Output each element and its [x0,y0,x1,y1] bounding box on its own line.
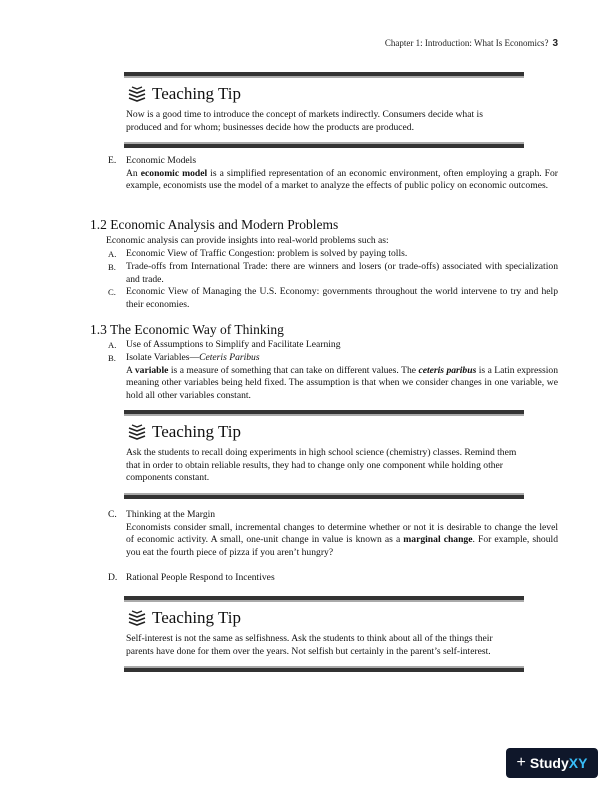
term-economic-model: economic model [140,167,208,179]
term-ceteris-paribus: ceteris paribus [418,364,477,376]
item-thinking-at-margin: C. Thinking at the Margin Economists consider small, incremental changes to determine whether or not it is desirable to change the level of economic activity. A small, one-unit change in value is known as a marginal change. For example, should you eat the fourth piece of pizza if you aren’t hungry? [108,509,558,558]
section-intro: Economic analysis can provide insights into real-world problems such as: [106,235,389,246]
running-title: Chapter 1: Introduction: What Is Economics? [384,38,549,48]
running-header [385,38,558,49]
tip-top-rule [124,596,524,602]
tip-bottom-rule [124,493,524,499]
page-number: 3 [552,38,558,49]
item-paragraph: Economists consider small, incremental changes to determine whether or not it is desirable to change the level of economic activity. A small, one-unit change in value is known as a marginal change. For example, should you eat the fourth piece of pizza if you aren’t hungry? [126,521,558,558]
section-title-1-3: 1.3 The Economic Way of Thinking [90,322,284,337]
item-economic-models [108,155,558,193]
tip-title: Teaching Tip [152,608,242,627]
teaching-tip-box [124,596,524,672]
tip-title: Teaching Tip [152,422,242,441]
item-isolate-variables: B. Isolate Variables—Ceteris Paribus A variable is a measure of something that can take on different values. The ceteris paribus is a Latin expression meaning other variables being held fixed. The assumption is that when we consider changes in one variable, we hold all other variables constant. [108,352,558,401]
list-item: C. Economic View of Managing the U.S. Economy: governments throughout the world intervene to try and help their economies. [108,286,558,310]
term-marginal-change: marginal change [403,534,473,545]
books-icon [128,610,146,626]
tip-text: Ask the students to recall doing experiments in high school science (chemistry) classes. Remind them that in order to obtain reliable results, they had to change only one component while holding other components constant. [126,447,517,483]
section-title-1-2: 1.2 Economic Analysis and Modern Problems [90,217,339,232]
tip-top-rule [124,410,524,416]
list-item: A. Use of Assumptions to Simplify and Facilitate Learning [108,339,341,350]
teaching-tip-box [124,72,524,148]
item-title: Isolate Variables—Ceteris Paribus [126,352,260,363]
item-rational-people: D. Rational People Respond to Incentives [108,572,275,583]
books-icon [128,424,146,440]
list-item: B. Trade-offs from International Trade: there are winners and losers (or trade-offs) associated with specialization and trade. [108,261,558,285]
tip-text: Now is a good time to introduce the concept of markets indirectly. Consumers decide what is produced and for whom; businesses decide how the products are produced. [126,109,483,133]
plus-icon: + [516,754,526,771]
studyxy-logo[interactable]: + Study XY [506,748,598,778]
tip-bottom-rule [124,142,524,148]
term-variable: variable [134,364,169,376]
tip-top-rule [124,72,524,78]
tip-bottom-rule [124,666,524,672]
tip-title: Teaching Tip [152,84,242,103]
books-icon [128,86,146,102]
item-title: Economic Models [126,155,197,166]
list-item: A. Economic View of Traffic Congestion: problem is solved by paying tolls. [108,248,408,259]
teaching-tip-box [124,410,524,499]
item-title: Thinking at the Margin [126,509,216,520]
item-label: E. [108,155,117,166]
item-paragraph: An economic model is a simplified representation of an economic environment, often employing a graph. For example, economists use the model of a market to analyze the effects of public policy on economic outcomes. [126,167,559,191]
tip-text: Self-interest is not the same as selfishness. Ask the students to think about all of the things their parents have done for them over the years. Not selfish but certainly in the parent’s self-interest. [126,633,493,657]
item-paragraph: A variable is a measure of something that can take on different values. The ceteris paribus is a Latin expression meaning other variables being held fixed. The assumption is that when we consider changes in one variable, we hold all other variables constant. [126,364,558,401]
